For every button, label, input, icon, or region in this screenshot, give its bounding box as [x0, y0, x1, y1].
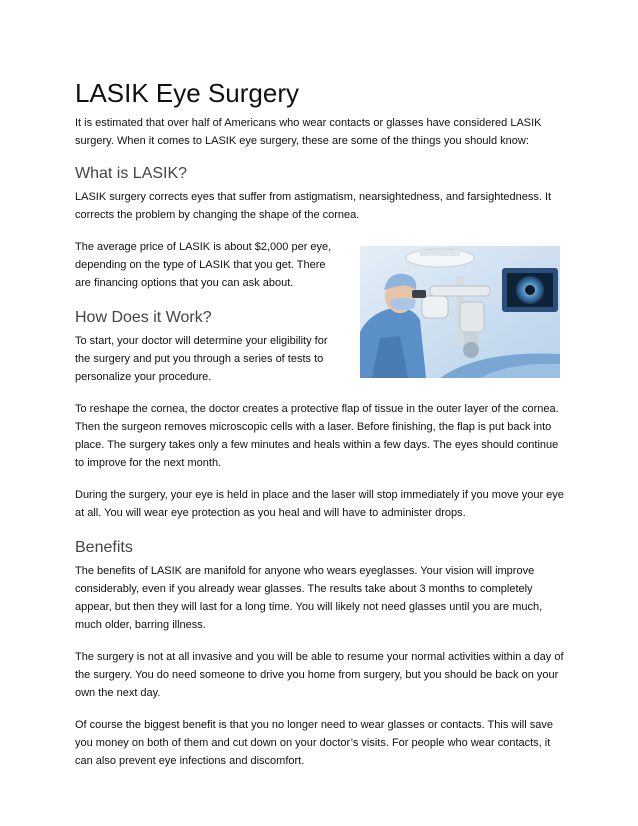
paragraph-benefits-2: The surgery is not at all invasive and you will be able to resume your normal activities within a day of the surgery. You do need someone to drive you home from surgery, but you should be back on your own the next day. [75, 651, 564, 699]
surgeon-microscope-icon [360, 246, 560, 378]
heading-how-does-it-work: How Does it Work? [75, 309, 212, 326]
intro-paragraph: It is estimated that over half of Americans who wear contacts or glasses have considered LASIK surgery. When it comes to LASIK eye surgery, these are some of the things you should know: [75, 117, 542, 147]
paragraph-what-1: LASIK surgery corrects eyes that suffer from astigmatism, nearsightedness, and farsightedness. It corrects the problem by changing the shape of the cornea. [75, 191, 552, 221]
paragraph-how-3: During the surgery, your eye is held in place and the laser will stop immediately if you move your eye at all. You will wear eye protection as you heal and will have to administer drops. [75, 489, 564, 519]
paragraph-how-2: To reshape the cornea, the doctor creates a protective flap of tissue in the outer layer of the cornea. Then the surgeon removes microscopic cells with a laser. Before finishing, the flap is put back into place. The surgery takes only a few minutes and heals within a few days. The eyes should continue to improve for the next month. [75, 403, 559, 469]
heading-benefits: Benefits [75, 539, 133, 556]
paragraph-how-1: To start, your doctor will determine your eligibility for the surgery and put you through a series of tests to personalize your procedure. [75, 335, 328, 383]
paragraph-benefits-1: The benefits of LASIK are manifold for anyone who wears eyeglasses. Your vision will improve considerably, even if you already wear glasses. The results take about 3 months to completely appear, but then they will last for a long time. You will likely not need glasses until you are much, much older, barring illness. [75, 565, 543, 631]
document-title: LASIK Eye Surgery [75, 78, 299, 108]
paragraph-what-price: The average price of LASIK is about $2,000 per eye, depending on the type of LASIK that you get. There are financing options that you can ask about. [75, 241, 332, 289]
surgeon-microscope-photo [360, 246, 560, 378]
paragraph-benefits-3: Of course the biggest benefit is that you no longer need to wear glasses or contacts. This will save you money on both of them and cut down on your doctor’s visits. For people who wear contacts, it can also prevent eye infections and discomfort. [75, 719, 553, 767]
heading-what-is-lasik: What is LASIK? [75, 165, 188, 182]
document-page [75, 78, 570, 770]
